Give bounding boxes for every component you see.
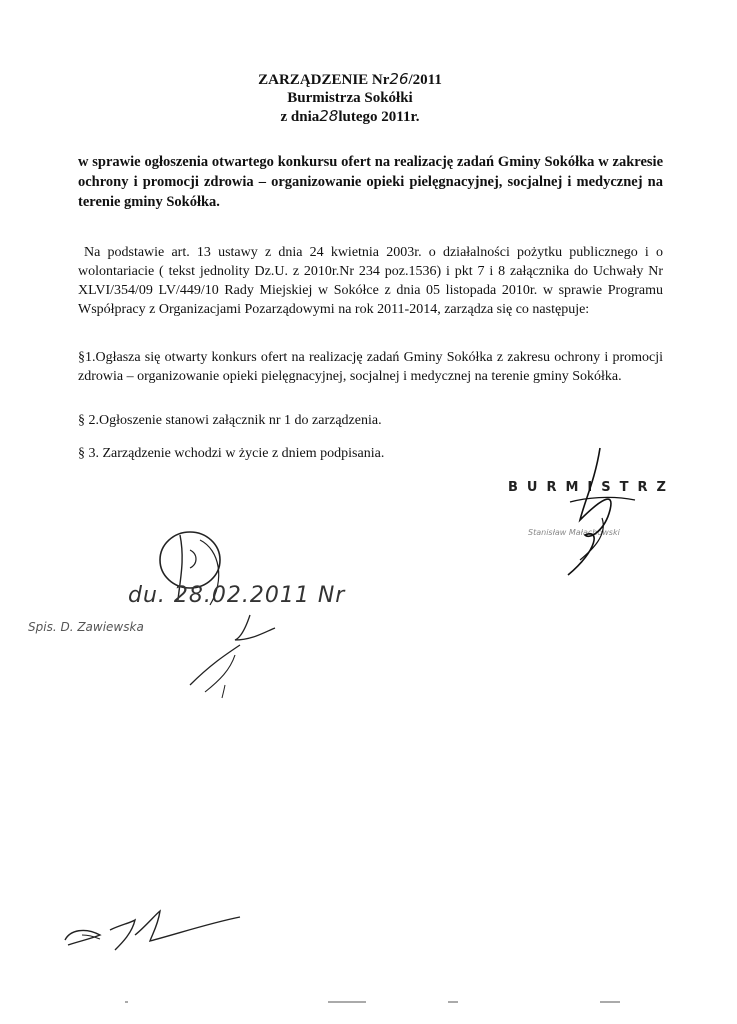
ordinance-title-suffix: /2011 <box>408 72 442 88</box>
document-header <box>200 70 500 126</box>
section-1-paragraph: §1.Ogłasza się otwarty konkurs ofert na realizację zadań Gminy Sokółka z zakresu ochrony i promocji zdrowia – organizowanie opieki pielęgnacyjnej, socjalnej i medycznej na terenie gminy Sokółka. <box>78 350 663 384</box>
copy-note: Spis. D. Zawiewska <box>28 620 144 634</box>
bottom-scan-artifacts <box>0 1000 737 1004</box>
mayor-stamp: BURMISTRZ <box>508 480 675 495</box>
ordinance-title <box>200 70 500 89</box>
section-2-paragraph: § 2.Ogłoszenie stanowi załącznik nr 1 do zarządzenia. <box>78 413 382 428</box>
date-prefix: z dnia <box>280 109 320 125</box>
ordinance-title-prefix: ZARZĄDZENIE Nr <box>258 72 390 88</box>
bottom-signature <box>60 905 260 955</box>
preamble-paragraph: Na podstawie art. 13 ustawy z dnia 24 kwietnia 2003r. o działalności pożytku publicznego i o wolontariacie ( tekst jednolity Dz.U. z 2010r.Nr 234 poz.1536) i pkt 7 i 8 załącznika do Uchwały Nr XLVI/354/09 LV/449/10 Rady Miejskiej w Sokółce z dnia 05 listopada 2010r. w sprawie Programu Współpracy z Organizacjami Pozarządowymi na rok 2011-2014, zarządza się co następuje: <box>78 245 663 317</box>
date-line <box>200 107 500 126</box>
section-3-paragraph: § 3. Zarządzenie wchodzi w życie z dniem podpisania. <box>78 446 385 461</box>
date-day-handwritten: 28 <box>319 107 339 125</box>
registration-date-note: du. 28.02.2011 Nr <box>128 583 346 608</box>
initials-signature <box>180 610 290 700</box>
subject-paragraph: w sprawie ogłoszenia otwartego konkursu ofert na realizację zadań Gminy Sokółka w zakresie ochrony i promocji zdrowia – organizowanie opieki pielęgnacyjnej, socjalnej i medycznej na terenie gminy Sokółka. <box>78 154 663 210</box>
date-suffix: lutego 2011r. <box>338 109 420 125</box>
issuer-line: Burmistrza Sokółki <box>287 90 413 106</box>
ordinance-number-handwritten: 26 <box>389 70 409 88</box>
mayor-stamp-name: Stanisław Małachowski <box>528 528 620 537</box>
mayor-signature <box>540 440 660 580</box>
